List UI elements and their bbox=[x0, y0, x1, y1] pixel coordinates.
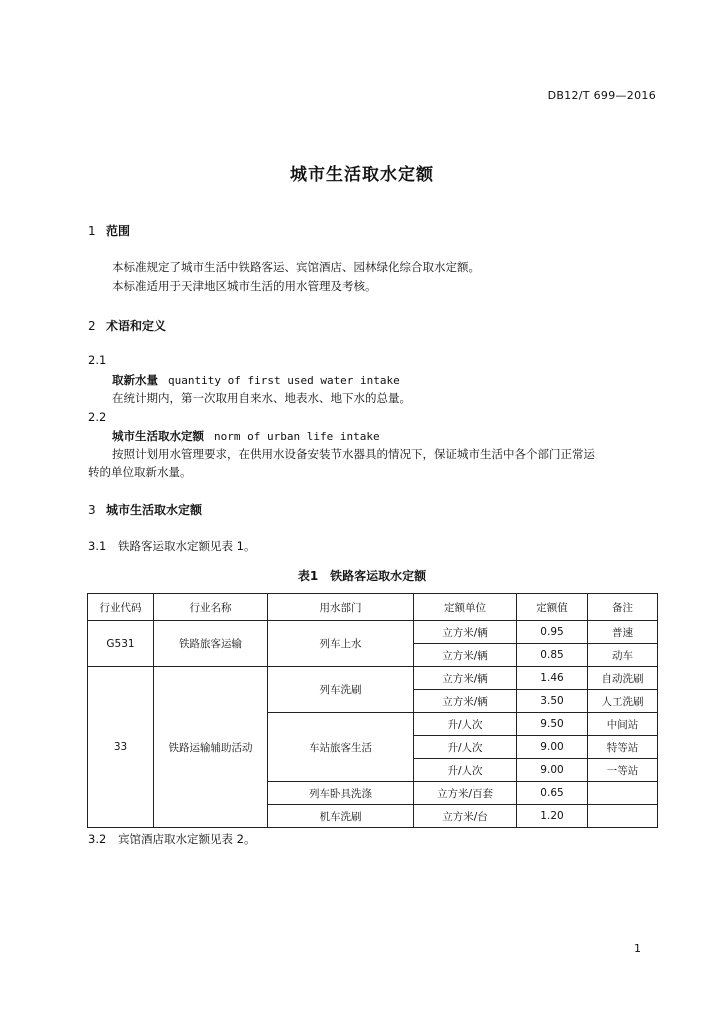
note-cell: 自动洗刷 bbox=[588, 667, 658, 690]
note-cell: 中间站 bbox=[588, 713, 658, 736]
term-definition: 在统计期内，第一次取用自来水、地表水、地下水的总量。 bbox=[112, 391, 411, 405]
department-cell: 机车洗刷 bbox=[268, 805, 414, 828]
department-cell: 列车上水 bbox=[268, 621, 414, 667]
term-zh: 取新水量 bbox=[112, 373, 158, 387]
clause-number: 2.2 bbox=[88, 410, 107, 424]
unit-cell: 立方米/辆 bbox=[414, 621, 517, 644]
value-cell: 0.95 bbox=[517, 621, 588, 644]
header-industry-code: 行业代码 bbox=[88, 594, 154, 621]
term-en: norm of urban life intake bbox=[214, 430, 380, 443]
standard-code: DB12/T 699—2016 bbox=[547, 89, 656, 102]
page-number: 1 bbox=[634, 942, 641, 955]
term-definition: 按照计划用水管理要求，在供用水设备安装节水器具的情况下，保证城市生活中各个部门正常运 bbox=[112, 447, 595, 461]
table-row bbox=[88, 621, 658, 644]
paragraph: 本标准规定了城市生活中铁路客运、宾馆酒店、园林绿化综合取水定额。 bbox=[112, 260, 480, 274]
table-row bbox=[88, 667, 658, 690]
unit-cell: 立方米/辆 bbox=[414, 644, 517, 667]
term-entry bbox=[112, 372, 400, 388]
industry-name-cell: 铁路旅客运输 bbox=[154, 621, 268, 667]
unit-cell: 升/人次 bbox=[414, 736, 517, 759]
subclause-3-2 bbox=[88, 831, 255, 847]
note-cell bbox=[588, 782, 658, 805]
paragraph: 本标准适用于天津地区城市生活的用水管理及考核。 bbox=[112, 279, 377, 293]
unit-cell: 立方米/百套 bbox=[414, 782, 517, 805]
table-caption: 表1 铁路客运取水定额 bbox=[297, 569, 427, 583]
term-entry bbox=[112, 428, 380, 444]
section-number: 3 bbox=[88, 503, 96, 517]
note-cell: 动车 bbox=[588, 644, 658, 667]
note-cell: 特等站 bbox=[588, 736, 658, 759]
section-number: 1 bbox=[88, 224, 96, 238]
value-cell: 9.00 bbox=[517, 759, 588, 782]
value-cell: 0.85 bbox=[517, 644, 588, 667]
subclause-3-1 bbox=[88, 538, 255, 554]
header-quota-value: 定额值 bbox=[517, 594, 588, 621]
clause-number: 2.1 bbox=[88, 353, 107, 367]
unit-cell: 升/人次 bbox=[414, 759, 517, 782]
section-2-heading bbox=[88, 317, 166, 334]
header-water-department: 用水部门 bbox=[268, 594, 414, 621]
term-en: quantity of first used water intake bbox=[168, 374, 400, 387]
unit-cell: 立方米/辆 bbox=[414, 690, 517, 713]
unit-cell: 立方米/辆 bbox=[414, 667, 517, 690]
section-1-heading bbox=[88, 222, 130, 239]
header-industry-name: 行业名称 bbox=[154, 594, 268, 621]
term-zh: 城市生活取水定额 bbox=[112, 429, 204, 443]
note-cell bbox=[588, 805, 658, 828]
unit-cell: 立方米/台 bbox=[414, 805, 517, 828]
department-cell: 车站旅客生活 bbox=[268, 713, 414, 782]
subclause-number: 3.1 bbox=[88, 539, 107, 553]
header-remarks: 备注 bbox=[588, 594, 658, 621]
section-3-heading bbox=[88, 501, 202, 518]
department-cell: 列车卧具洗涤 bbox=[268, 782, 414, 805]
value-cell: 1.46 bbox=[517, 667, 588, 690]
railway-quota-table bbox=[87, 593, 658, 828]
value-cell: 9.50 bbox=[517, 713, 588, 736]
industry-code-cell: G531 bbox=[88, 621, 154, 667]
industry-name-cell: 铁路运输辅助活动 bbox=[154, 667, 268, 828]
note-cell: 一等站 bbox=[588, 759, 658, 782]
value-cell: 9.00 bbox=[517, 736, 588, 759]
value-cell: 3.50 bbox=[517, 690, 588, 713]
value-cell: 1.20 bbox=[517, 805, 588, 828]
table-header-row bbox=[88, 594, 658, 621]
section-title: 城市生活取水定额 bbox=[106, 503, 203, 517]
note-cell: 人工洗刷 bbox=[588, 690, 658, 713]
section-title: 范围 bbox=[106, 224, 131, 238]
subclause-text: 铁路客运取水定额见表 1。 bbox=[118, 539, 256, 553]
department-cell: 列车洗刷 bbox=[268, 667, 414, 713]
section-title: 术语和定义 bbox=[106, 319, 167, 333]
note-cell: 普速 bbox=[588, 621, 658, 644]
term-definition-continued: 转的单位取新水量。 bbox=[88, 465, 192, 479]
subclause-number: 3.2 bbox=[88, 832, 107, 846]
value-cell: 0.65 bbox=[517, 782, 588, 805]
subclause-text: 宾馆酒店取水定额见表 2。 bbox=[118, 832, 256, 846]
industry-code-cell: 33 bbox=[88, 667, 154, 828]
document-title: 城市生活取水定额 bbox=[290, 165, 434, 185]
unit-cell: 升/人次 bbox=[414, 713, 517, 736]
header-quota-unit: 定额单位 bbox=[414, 594, 517, 621]
section-number: 2 bbox=[88, 319, 96, 333]
